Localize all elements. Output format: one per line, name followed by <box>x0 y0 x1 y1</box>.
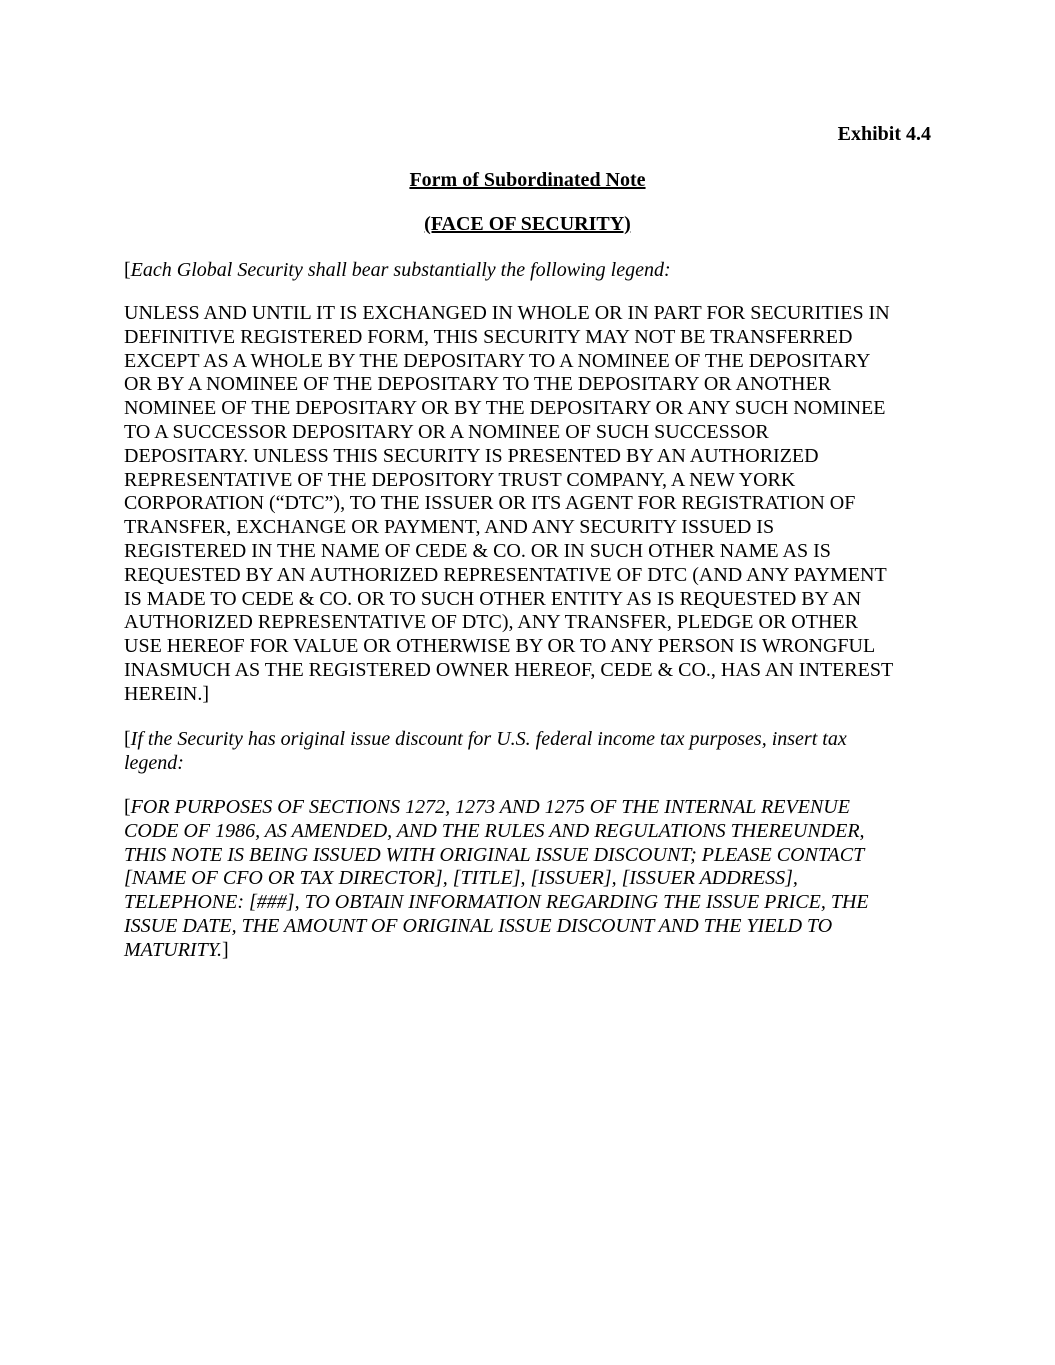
legend-instruction-text: Each Global Security shall bear substantially the following legend: <box>130 259 671 281</box>
oid-instruction-line: legend: <box>124 751 184 774</box>
oid-instruction-text: If the Security has original issue discount for U.S. federal income tax purposes, insert tax <box>130 728 847 750</box>
legend-line: REGISTERED IN THE NAME OF CEDE & CO. OR IN SUCH OTHER NAME AS IS <box>124 539 831 562</box>
oid-legend-line: CODE OF 1986, AS AMENDED, AND THE RULES AND REGULATIONS THEREUNDER, <box>124 819 865 842</box>
legend-line: EXCEPT AS A WHOLE BY THE DEPOSITARY TO A NOMINEE OF THE DEPOSITARY <box>124 349 871 372</box>
legend-line: DEFINITIVE REGISTERED FORM, THIS SECURITY MAY NOT BE TRANSFERRED <box>124 325 853 348</box>
legend-instruction <box>124 259 671 283</box>
legend-line: HEREIN.] <box>124 682 209 705</box>
oid-tax-legend <box>124 796 869 963</box>
oid-legend-line <box>124 796 869 820</box>
oid-legend-open-bracket: [ <box>124 796 131 818</box>
oid-instruction-bracket: [ <box>124 728 131 750</box>
oid-legend-line: ISSUE DATE, THE AMOUNT OF ORIGINAL ISSUE DISCOUNT AND THE YIELD TO <box>124 914 833 937</box>
legend-line: UNLESS AND UNTIL IT IS EXCHANGED IN WHOLE OR IN PART FOR SECURITIES IN <box>124 302 890 324</box>
global-security-legend <box>124 302 893 707</box>
oid-instruction-line <box>124 728 847 752</box>
legend-line: REPRESENTATIVE OF THE DEPOSITORY TRUST COMPANY, A NEW YORK <box>124 468 796 491</box>
legend-instruction-bracket: [ <box>124 259 131 281</box>
face-of-security-heading: (FACE OF SECURITY) <box>424 213 631 235</box>
oid-legend-text: MATURITY. <box>124 938 222 961</box>
legend-line: DEPOSITARY. UNLESS THIS SECURITY IS PRESENTED BY AN AUTHORIZED <box>124 444 819 467</box>
legend-line: TO A SUCCESSOR DEPOSITARY OR A NOMINEE OF SUCH SUCCESSOR <box>124 420 769 443</box>
form-title: Form of Subordinated Note <box>409 169 646 191</box>
oid-instruction <box>124 728 847 776</box>
legend-line: CORPORATION (“DTC”), TO THE ISSUER OR ITS AGENT FOR REGISTRATION OF <box>124 492 856 515</box>
oid-legend-line <box>124 939 869 963</box>
legend-line: IS MADE TO CEDE & CO. OR TO SUCH OTHER ENTITY AS IS REQUESTED BY AN <box>124 587 862 610</box>
legend-line: AUTHORIZED REPRESENTATIVE OF DTC), ANY TRANSFER, PLEDGE OR OTHER <box>124 611 858 634</box>
oid-legend-line: [NAME OF CFO OR TAX DIRECTOR], [TITLE], [ISSUER], [ISSUER ADDRESS], <box>124 867 798 890</box>
oid-legend-line: THIS NOTE IS BEING ISSUED WITH ORIGINAL ISSUE DISCOUNT; PLEASE CONTACT <box>124 843 865 866</box>
legend-line: INASMUCH AS THE REGISTERED OWNER HEREOF, CEDE & CO., HAS AN INTEREST <box>124 658 894 681</box>
oid-legend-line: TELEPHONE: [###], TO OBTAIN INFORMATION REGARDING THE ISSUE PRICE, THE <box>124 891 869 914</box>
legend-line: USE HEREOF FOR VALUE OR OTHERWISE BY OR TO ANY PERSON IS WRONGFUL <box>124 635 876 658</box>
legend-line: OR BY A NOMINEE OF THE DEPOSITARY TO THE DEPOSITARY OR ANOTHER <box>124 373 832 396</box>
exhibit-label: Exhibit 4.4 <box>837 123 931 145</box>
legend-line: REQUESTED BY AN AUTHORIZED REPRESENTATIVE OF DTC (AND ANY PAYMENT <box>124 563 887 586</box>
legend-line: NOMINEE OF THE DEPOSITARY OR BY THE DEPOSITARY OR ANY SUCH NOMINEE <box>124 397 886 420</box>
oid-legend-close-bracket: ] <box>222 938 229 961</box>
legend-line: TRANSFER, EXCHANGE OR PAYMENT, AND ANY SECURITY ISSUED IS <box>124 516 775 539</box>
oid-legend-text: FOR PURPOSES OF SECTIONS 1272, 1273 AND 1275 OF THE INTERNAL REVENUE <box>130 796 850 818</box>
